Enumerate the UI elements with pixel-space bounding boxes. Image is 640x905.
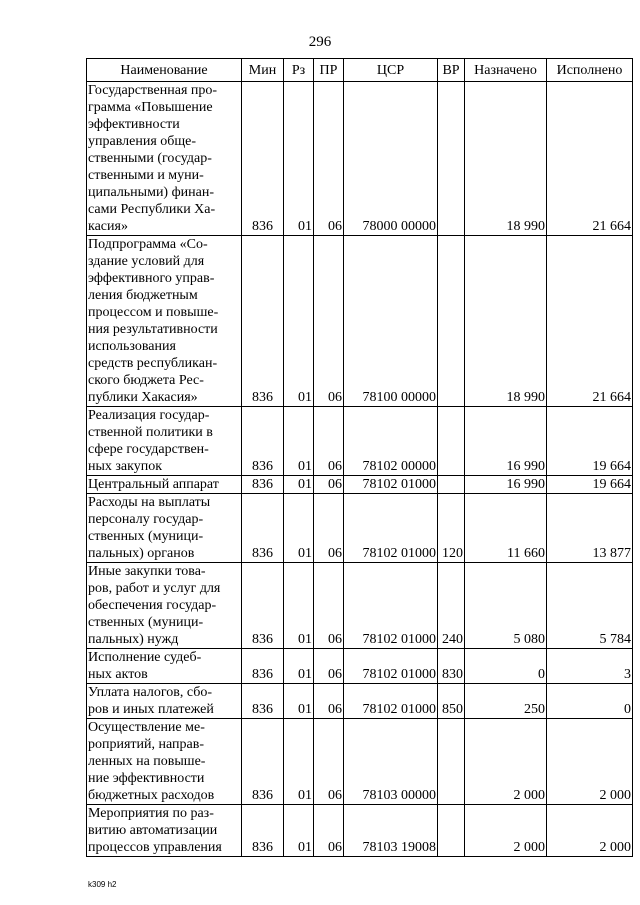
cell-name: Расходы на выплаты персоналу государ- ственных (муници- пальных) органов xyxy=(87,494,242,563)
cell-rz: 01 xyxy=(284,407,314,476)
cell-executed: 21 664 xyxy=(547,236,633,407)
table-body xyxy=(87,82,633,857)
cell-executed: 21 664 xyxy=(547,82,633,236)
cell-assigned: 16 990 xyxy=(465,407,547,476)
cell-pr: 06 xyxy=(314,476,344,494)
cell-executed: 2 000 xyxy=(547,805,633,857)
col-header-rz: Рз xyxy=(284,59,314,82)
cell-csr: 78103 00000 xyxy=(344,719,438,805)
cell-pr: 06 xyxy=(314,649,344,684)
cell-pr: 06 xyxy=(314,494,344,563)
table-row xyxy=(87,236,633,407)
budget-table xyxy=(86,58,633,857)
cell-name: Мероприятия по раз- витию автоматизации процессов управления xyxy=(87,805,242,857)
cell-executed: 5 784 xyxy=(547,563,633,649)
cell-name: Уплата налогов, сбо- ров и иных платежей xyxy=(87,684,242,719)
col-header-pr: ПР xyxy=(314,59,344,82)
cell-min: 836 xyxy=(242,407,284,476)
table-header-row xyxy=(87,59,633,82)
cell-executed: 2 000 xyxy=(547,719,633,805)
col-header-min: Мин xyxy=(242,59,284,82)
cell-rz: 01 xyxy=(284,719,314,805)
page-number: 296 xyxy=(308,34,332,50)
cell-min: 836 xyxy=(242,805,284,857)
cell-vr: 850 xyxy=(438,684,465,719)
cell-vr xyxy=(438,407,465,476)
table-row xyxy=(87,494,633,563)
cell-pr: 06 xyxy=(314,236,344,407)
cell-csr: 78102 01000 xyxy=(344,684,438,719)
cell-name: Осуществление ме- роприятий, направ- ленных на повыше- ние эффективности бюджетных расходов xyxy=(87,719,242,805)
cell-assigned: 11 660 xyxy=(465,494,547,563)
cell-vr: 830 xyxy=(438,649,465,684)
cell-assigned: 0 xyxy=(465,649,547,684)
cell-assigned: 16 990 xyxy=(465,476,547,494)
table-row xyxy=(87,407,633,476)
cell-pr: 06 xyxy=(314,407,344,476)
cell-executed: 19 664 xyxy=(547,476,633,494)
cell-assigned: 2 000 xyxy=(465,805,547,857)
cell-rz: 01 xyxy=(284,82,314,236)
cell-vr: 120 xyxy=(438,494,465,563)
col-header-assigned: Назначено xyxy=(465,59,547,82)
cell-rz: 01 xyxy=(284,684,314,719)
cell-min: 836 xyxy=(242,82,284,236)
cell-vr xyxy=(438,805,465,857)
cell-min: 836 xyxy=(242,476,284,494)
cell-pr: 06 xyxy=(314,719,344,805)
table-row xyxy=(87,684,633,719)
cell-csr: 78100 00000 xyxy=(344,236,438,407)
cell-vr xyxy=(438,82,465,236)
cell-vr: 240 xyxy=(438,563,465,649)
cell-assigned: 2 000 xyxy=(465,719,547,805)
cell-pr: 06 xyxy=(314,82,344,236)
cell-assigned: 18 990 xyxy=(465,82,547,236)
cell-executed: 3 xyxy=(547,649,633,684)
col-header-csr: ЦСР xyxy=(344,59,438,82)
cell-vr xyxy=(438,236,465,407)
table-row xyxy=(87,805,633,857)
cell-rz: 01 xyxy=(284,649,314,684)
cell-assigned: 18 990 xyxy=(465,236,547,407)
cell-name: Подпрограмма «Со- здание условий для эффективного управ- ления бюджетным процессом и повыше- ния результативности использования средств республикан- ского бюджета Рес- публики Хакасия» xyxy=(87,236,242,407)
footer-code: k309 h2 xyxy=(88,880,117,889)
cell-name: Центральный аппарат xyxy=(87,476,242,494)
cell-min: 836 xyxy=(242,563,284,649)
cell-csr: 78102 01000 xyxy=(344,494,438,563)
cell-pr: 06 xyxy=(314,805,344,857)
col-header-vr: ВР xyxy=(438,59,465,82)
cell-executed: 0 xyxy=(547,684,633,719)
col-header-executed: Исполнено xyxy=(547,59,633,82)
cell-csr: 78102 00000 xyxy=(344,407,438,476)
cell-rz: 01 xyxy=(284,805,314,857)
cell-csr: 78102 01000 xyxy=(344,476,438,494)
table-row xyxy=(87,82,633,236)
cell-vr xyxy=(438,476,465,494)
cell-name: Государственная про- грамма «Повышение эффективности управления обще- ственными (государ- ственными и муни- ципальными) финан- сами Республики Ха- касия» xyxy=(87,82,242,236)
cell-vr xyxy=(438,719,465,805)
cell-rz: 01 xyxy=(284,563,314,649)
cell-min: 836 xyxy=(242,719,284,805)
cell-rz: 01 xyxy=(284,494,314,563)
cell-assigned: 250 xyxy=(465,684,547,719)
cell-pr: 06 xyxy=(314,563,344,649)
cell-min: 836 xyxy=(242,236,284,407)
cell-executed: 19 664 xyxy=(547,407,633,476)
cell-min: 836 xyxy=(242,684,284,719)
table-row xyxy=(87,476,633,494)
cell-assigned: 5 080 xyxy=(465,563,547,649)
cell-min: 836 xyxy=(242,494,284,563)
cell-executed: 13 877 xyxy=(547,494,633,563)
cell-csr: 78103 19008 xyxy=(344,805,438,857)
cell-name: Исполнение судеб- ных актов xyxy=(87,649,242,684)
cell-csr: 78102 01000 xyxy=(344,649,438,684)
table-row xyxy=(87,719,633,805)
cell-csr: 78000 00000 xyxy=(344,82,438,236)
table-row xyxy=(87,649,633,684)
cell-csr: 78102 01000 xyxy=(344,563,438,649)
table-row xyxy=(87,563,633,649)
cell-pr: 06 xyxy=(314,684,344,719)
cell-rz: 01 xyxy=(284,476,314,494)
cell-rz: 01 xyxy=(284,236,314,407)
cell-name: Иные закупки това- ров, работ и услуг для обеспечения государ- ственных (муници- пальных) нужд xyxy=(87,563,242,649)
cell-name: Реализация государ- ственной политики в сфере государствен- ных закупок xyxy=(87,407,242,476)
cell-min: 836 xyxy=(242,649,284,684)
col-header-name: Наименование xyxy=(87,59,242,82)
